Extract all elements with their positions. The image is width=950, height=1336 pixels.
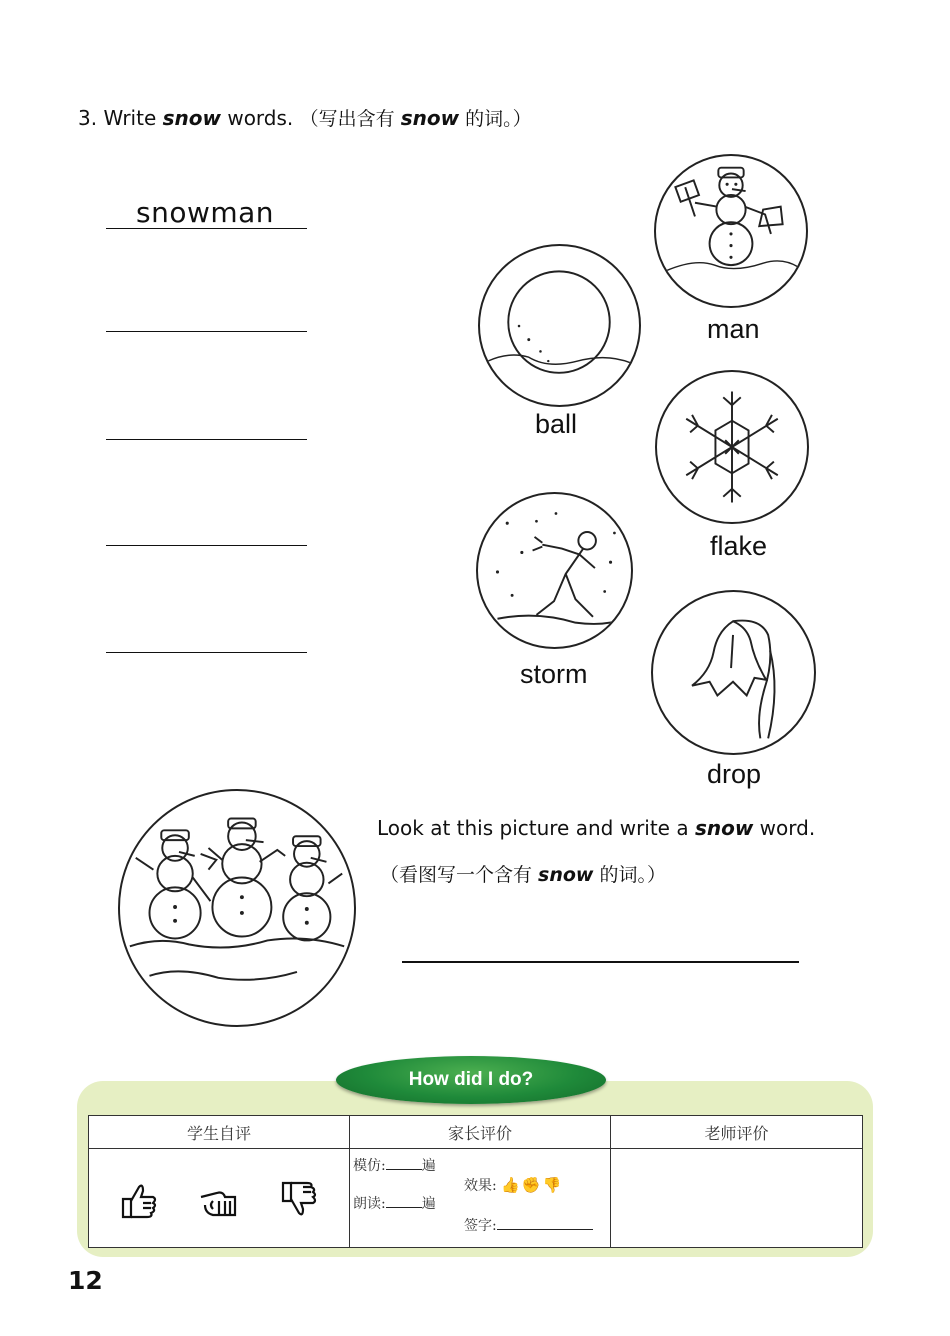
look-instruction: Look at this picture and write a snow word. bbox=[377, 816, 816, 840]
evaluation-title: How did I do? bbox=[408, 1069, 534, 1090]
header-teacher-eval: 老师评价 bbox=[611, 1116, 863, 1149]
read-row: 朗读: 遍 bbox=[353, 1193, 436, 1213]
snowflake-icon bbox=[655, 370, 809, 524]
picture-label-man: man bbox=[707, 314, 760, 344]
look-instruction-cn: （看图写一个含有 snow 的词。） bbox=[380, 864, 667, 886]
thumbs-down-icon[interactable] bbox=[275, 1177, 321, 1223]
example-answer: snowman bbox=[136, 196, 275, 229]
picture-label-flake: flake bbox=[710, 531, 768, 561]
snowball-icon bbox=[478, 244, 641, 407]
picture-label-ball: ball bbox=[535, 409, 578, 439]
effect-row: 效果: 👍✊👎 bbox=[464, 1176, 564, 1194]
signature-blank[interactable] bbox=[497, 1215, 593, 1230]
picture-label-drop: drop bbox=[707, 759, 762, 789]
answer-line-2[interactable] bbox=[106, 331, 307, 332]
read-count-blank[interactable] bbox=[386, 1193, 422, 1208]
parent-eval-cell bbox=[350, 1149, 611, 1248]
teacher-eval-cell[interactable] bbox=[611, 1149, 863, 1248]
signature-row: 签字: bbox=[464, 1215, 593, 1235]
self-eval-cell bbox=[89, 1149, 350, 1248]
imitate-count-blank[interactable] bbox=[386, 1155, 422, 1170]
header-self-eval: 学生自评 bbox=[89, 1116, 350, 1149]
thumbs-sideways-icon[interactable] bbox=[195, 1177, 241, 1223]
evaluation-table bbox=[88, 1115, 863, 1248]
page-number: 12 bbox=[68, 1266, 103, 1295]
snowman-icon bbox=[654, 154, 808, 308]
header-parent-eval: 家长评价 bbox=[350, 1116, 611, 1149]
picture-label-storm: storm bbox=[520, 659, 588, 689]
question-heading: 3. Write snow words. （写出含有 snow 的词。） bbox=[78, 106, 532, 130]
snowstorm-icon bbox=[476, 492, 633, 649]
effect-hands-icon[interactable]: 👍✊👎 bbox=[501, 1176, 564, 1194]
answer-line-1[interactable] bbox=[106, 228, 307, 229]
answer-line-4[interactable] bbox=[106, 545, 307, 546]
imitate-row: 模仿: 遍 bbox=[353, 1155, 436, 1175]
snowdrop-flower-icon bbox=[651, 590, 816, 755]
answer-line-5[interactable] bbox=[106, 652, 307, 653]
three-snowmen-icon bbox=[118, 789, 356, 1027]
answer-line-3[interactable] bbox=[106, 439, 307, 440]
thumbs-up-icon[interactable] bbox=[115, 1177, 161, 1223]
look-answer-line[interactable] bbox=[402, 961, 799, 963]
